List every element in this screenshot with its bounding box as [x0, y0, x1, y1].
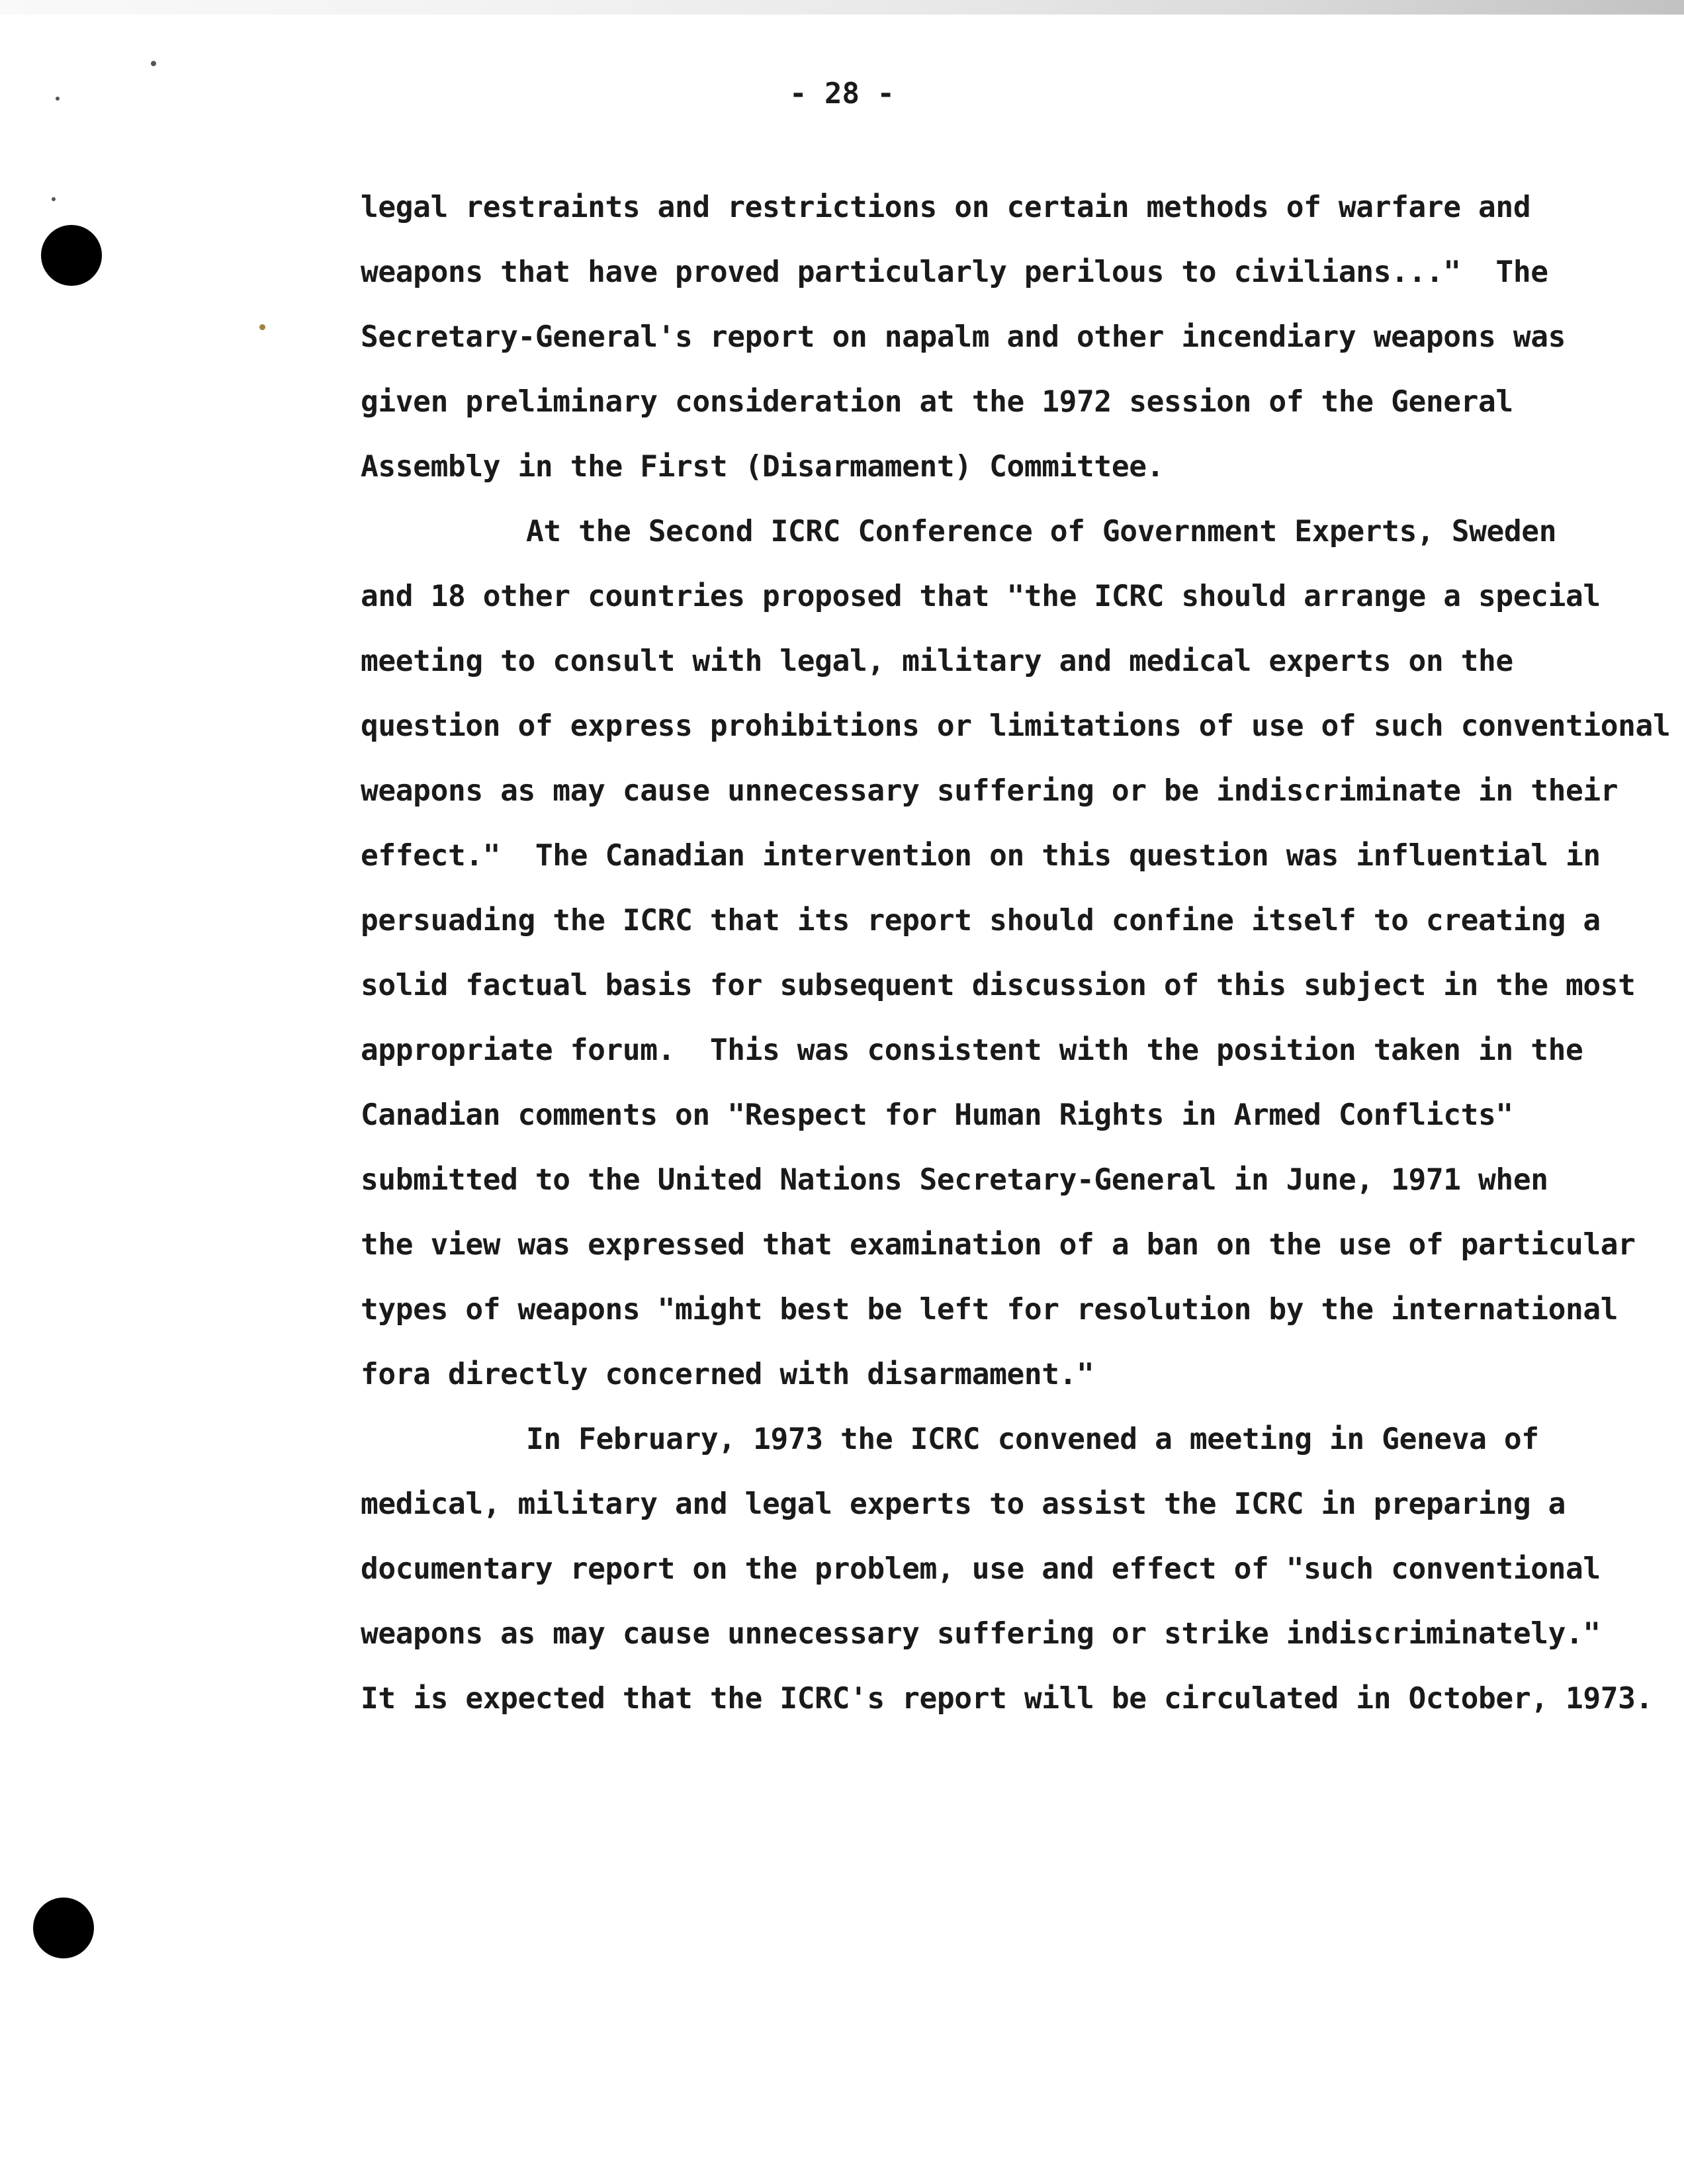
text-line: types of weapons "might best be left for resolution by the international [361, 1293, 1618, 1327]
text-line: persuading the ICRC that its report should confine itself to creating a [361, 904, 1601, 938]
text-line: It is expected that the ICRC's report will be circulated in October, 1973. [361, 1682, 1653, 1716]
text-line: weapons as may cause unnecessary suffering or be indiscriminate in their [361, 774, 1618, 808]
page-number: - 28 - [789, 77, 895, 110]
scan-speck [151, 61, 156, 66]
document-body [361, 175, 1671, 1731]
text-line: and 18 other countries proposed that "the ICRC should arrange a special [361, 580, 1601, 613]
text-line: fora directly concerned with disarmament." [361, 1358, 1094, 1391]
text-line: Assembly in the First (Disarmament) Committee. [361, 450, 1164, 484]
text-line: Secretary-General's report on napalm and other incendiary weapons was [361, 320, 1566, 354]
text-line: question of express prohibitions or limitations of use of such conventional [361, 709, 1671, 743]
text-line: given preliminary consideration at the 1972 session of the General [361, 385, 1513, 419]
binder-punch-hole-top [41, 225, 102, 286]
text-line: meeting to consult with legal, military and medical experts on the [361, 644, 1513, 678]
text-line: weapons that have proved particularly perilous to civilians..." The [361, 255, 1548, 289]
binder-punch-hole-bottom [33, 1898, 94, 1958]
text-line: weapons as may cause unnecessary suffering or strike indiscriminately." [361, 1617, 1601, 1651]
text-line: In February, 1973 the ICRC convened a meeting in Geneva of [526, 1422, 1539, 1456]
text-line: submitted to the United Nations Secretary-General in June, 1971 when [361, 1163, 1548, 1197]
text-line: appropriate forum. This was consistent with the position taken in the [361, 1033, 1583, 1067]
text-line: medical, military and legal experts to assist the ICRC in preparing a [361, 1487, 1566, 1521]
text-line: legal restraints and restrictions on certain methods of warfare and [361, 191, 1531, 224]
text-line: solid factual basis for subsequent discussion of this subject in the most [361, 969, 1636, 1002]
text-line: documentary report on the problem, use and effect of "such conventional [361, 1552, 1601, 1586]
scan-edge-shadow [0, 0, 1684, 15]
text-line: Canadian comments on "Respect for Human Rights in Armed Conflicts" [361, 1098, 1513, 1132]
scan-speck [259, 324, 265, 330]
text-line: At the Second ICRC Conference of Government Experts, Sweden [526, 515, 1557, 548]
scan-speck [52, 197, 56, 201]
text-line: the view was expressed that examination of a ban on the use of particular [361, 1228, 1636, 1262]
text-line: effect." The Canadian intervention on this question was influential in [361, 839, 1601, 873]
